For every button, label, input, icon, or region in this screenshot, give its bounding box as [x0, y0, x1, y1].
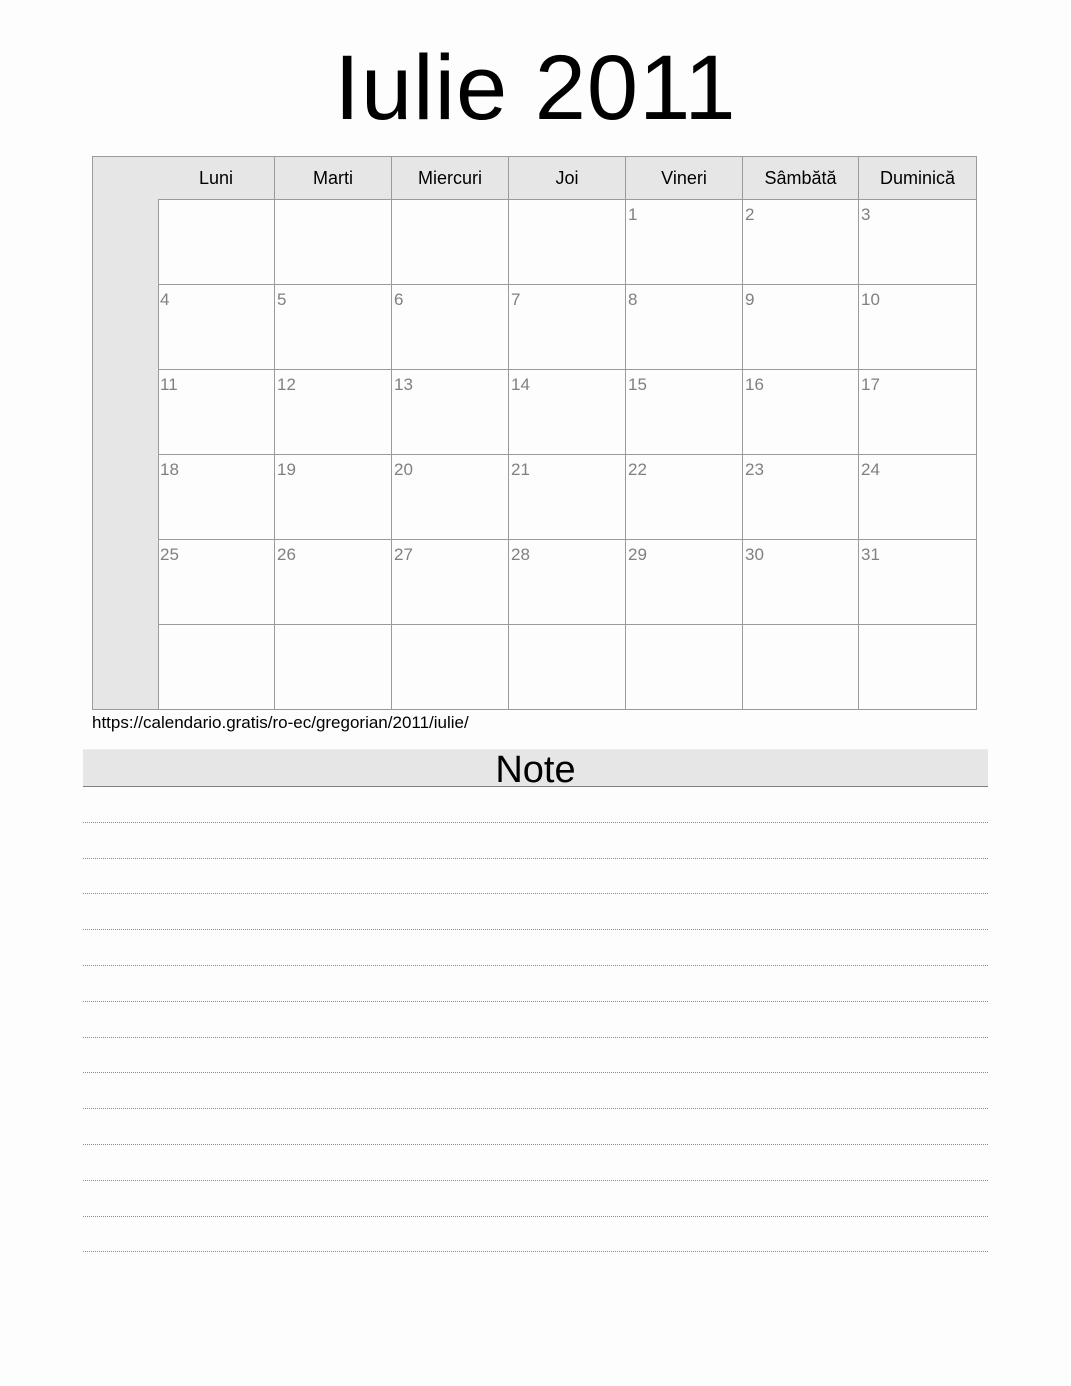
note-line [83, 1181, 988, 1217]
day-cell: 9 [743, 285, 859, 370]
note-line [83, 1002, 988, 1038]
day-cell: 17 [859, 370, 976, 455]
day-cell [158, 625, 275, 710]
day-cell: 31 [859, 540, 976, 625]
day-cell: 30 [743, 540, 859, 625]
weekday-header-sunday: Duminică [859, 157, 976, 200]
day-cell [392, 200, 509, 285]
day-cell: 6 [392, 285, 509, 370]
day-cell: 22 [626, 455, 743, 540]
day-cell: 26 [275, 540, 392, 625]
note-line [83, 787, 988, 823]
note-line [83, 1073, 988, 1109]
day-cell [509, 200, 626, 285]
day-cell [626, 625, 743, 710]
note-line [83, 1217, 988, 1253]
day-cell: 27 [392, 540, 509, 625]
day-cell [158, 200, 275, 285]
calendar-grid [92, 156, 977, 710]
day-cell [392, 625, 509, 710]
day-cell: 8 [626, 285, 743, 370]
note-line [83, 823, 988, 859]
day-cell: 14 [509, 370, 626, 455]
note-line [83, 894, 988, 930]
weekday-header-wednesday: Miercuri [392, 157, 509, 200]
day-cell: 21 [509, 455, 626, 540]
weekday-header-saturday: Sâmbătă [743, 157, 859, 200]
day-cell: 15 [626, 370, 743, 455]
day-cell: 11 [158, 370, 275, 455]
day-cell: 4 [158, 285, 275, 370]
day-cell: 23 [743, 455, 859, 540]
note-line [83, 1145, 988, 1181]
note-line [83, 1109, 988, 1145]
day-cell: 13 [392, 370, 509, 455]
weekday-header-tuesday: Marti [275, 157, 392, 200]
day-cell: 12 [275, 370, 392, 455]
day-cell [743, 625, 859, 710]
day-cell: 5 [275, 285, 392, 370]
notes-lines [83, 787, 988, 1252]
note-line [83, 859, 988, 895]
day-cell [275, 200, 392, 285]
source-url: https://calendario.gratis/ro-ec/gregorian/2011/iulie/ [92, 713, 469, 732]
note-line [83, 930, 988, 966]
day-cell: 29 [626, 540, 743, 625]
weekday-header-monday: Luni [158, 157, 275, 200]
note-line [83, 966, 988, 1002]
day-cell [509, 625, 626, 710]
calendar-title: Iulie 2011 [334, 37, 737, 139]
day-cell: 1 [626, 200, 743, 285]
day-cell: 19 [275, 455, 392, 540]
day-cell: 24 [859, 455, 976, 540]
day-cell [859, 625, 976, 710]
day-cell: 20 [392, 455, 509, 540]
day-grid [158, 157, 976, 709]
day-cell: 7 [509, 285, 626, 370]
day-cell [275, 625, 392, 710]
day-cell: 18 [158, 455, 275, 540]
weekday-header-thursday: Joi [509, 157, 626, 200]
weekday-header-friday: Vineri [626, 157, 743, 200]
week-number-column [93, 157, 159, 709]
notes-title: Note [83, 749, 988, 787]
day-cell: 16 [743, 370, 859, 455]
day-cell: 25 [158, 540, 275, 625]
day-cell: 10 [859, 285, 976, 370]
day-cell: 2 [743, 200, 859, 285]
note-line [83, 1038, 988, 1074]
day-cell: 3 [859, 200, 976, 285]
day-cell: 28 [509, 540, 626, 625]
